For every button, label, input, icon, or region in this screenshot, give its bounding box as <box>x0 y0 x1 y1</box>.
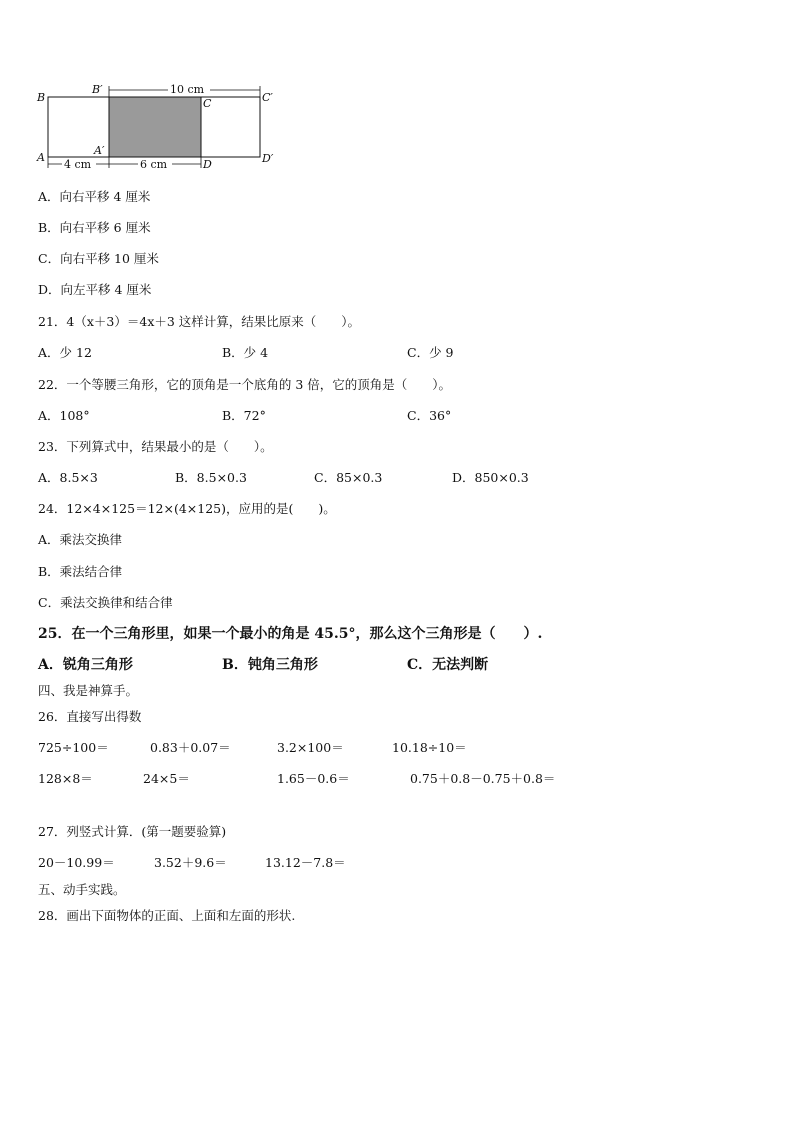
label-b: B <box>37 91 46 104</box>
section-5-heading: 五、动手实践。 <box>38 882 126 897</box>
label-a-prime: A′ <box>94 144 105 157</box>
q24-option-b: B．乘法结合律 <box>38 564 123 579</box>
q26-stem: 26．直接写出得数 <box>38 709 142 724</box>
q26-item: 128×8＝ <box>38 771 93 786</box>
q24-option-c: C．乘法交换律和结合律 <box>38 595 173 610</box>
q20-option-b: B．向右平移 6 厘米 <box>38 220 151 235</box>
q28-stem: 28．画出下面物体的正面、上面和左面的形状. <box>38 908 296 923</box>
q25-option-c: C．无法判断 <box>407 657 489 673</box>
label-a: A <box>37 151 45 164</box>
q24-stem: 24．12×4×125＝12×(4×125)，应用的是( )。 <box>38 501 336 516</box>
label-c-prime: C′ <box>262 91 273 104</box>
q22-option-b: B．72° <box>222 408 266 423</box>
q21-option-a: A．少 12 <box>38 345 92 360</box>
q25-option-a: A．锐角三角形 <box>38 657 133 673</box>
section-4-heading: 四、我是神算手。 <box>38 683 139 698</box>
q27-item: 3.52＋9.6＝ <box>154 855 227 870</box>
q24-option-a: A．乘法交换律 <box>38 532 123 547</box>
q23-option-d: D．850×0.3 <box>452 470 529 485</box>
top-dim-label: 10 cm <box>170 83 205 96</box>
label-d-prime: D′ <box>262 152 274 165</box>
q25-stem: 25．在一个三角形里，如果一个最小的角是 45.5°，那么这个三角形是（ ）. <box>38 626 543 642</box>
q22-option-a: A．108° <box>38 408 90 423</box>
q21-option-b: B．少 4 <box>222 345 269 360</box>
translation-figure <box>36 80 286 175</box>
q27-stem: 27．列竖式计算．(第一题要验算) <box>38 824 227 839</box>
q27-item: 13.12－7.8＝ <box>265 855 346 870</box>
q22-stem: 22．一个等腰三角形，它的顶角是一个底角的 3 倍，它的顶角是（ ）。 <box>38 377 452 392</box>
q26-item: 725÷100＝ <box>38 740 109 755</box>
q25-option-b: B．钝角三角形 <box>222 657 318 673</box>
q21-option-c: C．少 9 <box>407 345 454 360</box>
label-d: D <box>203 158 212 171</box>
label-b-prime: B′ <box>92 83 103 96</box>
q20-option-c: C．向右平移 10 厘米 <box>38 251 159 266</box>
q23-option-b: B．8.5×0.3 <box>175 470 247 485</box>
q26-item: 0.75＋0.8－0.75＋0.8＝ <box>410 771 556 786</box>
q26-item: 24×5＝ <box>143 771 190 786</box>
left-dim-label: 4 cm <box>64 158 92 171</box>
q26-item: 1.65－0.6＝ <box>277 771 350 786</box>
q26-item: 10.18÷10＝ <box>392 740 467 755</box>
q27-item: 20－10.99＝ <box>38 855 115 870</box>
mid-dim-label: 6 cm <box>140 158 168 171</box>
shaded-rectangle <box>109 97 201 157</box>
q23-stem: 23．下列算式中，结果最小的是（ ）。 <box>38 439 273 454</box>
q23-option-c: C．85×0.3 <box>314 470 383 485</box>
q20-option-d: D．向左平移 4 厘米 <box>38 282 152 297</box>
q20-option-a: A．向右平移 4 厘米 <box>38 189 151 204</box>
q23-option-a: A．8.5×3 <box>38 470 98 485</box>
label-c: C <box>203 97 212 110</box>
q26-item: 3.2×100＝ <box>277 740 344 755</box>
q22-option-c: C．36° <box>407 408 452 423</box>
q21-stem: 21．4（x＋3）＝4x＋3 这样计算，结果比原来（ ）。 <box>38 314 361 329</box>
q26-item: 0.83＋0.07＝ <box>150 740 231 755</box>
